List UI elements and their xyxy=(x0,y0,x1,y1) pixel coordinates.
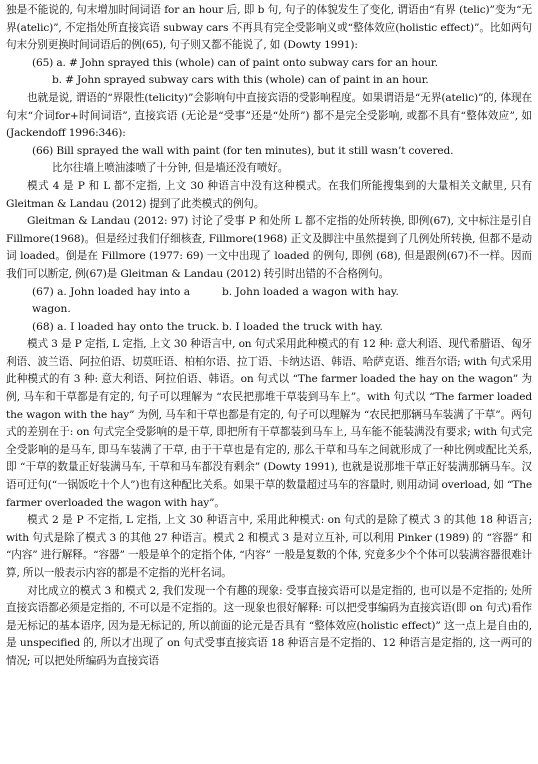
example-67b: b. John loaded a wagon with hay. xyxy=(222,285,399,298)
example-66: (66) Bill sprayed the wall with paint (for ten minutes), but it still wasn’t covered. xyxy=(32,144,454,157)
paragraph-6: 模式 2 是 P 不定指, L 定指, 上文 30 种语言中, 采用此种模式: on 句式的是除了模式 3 的其他 18 种语言; with 句式是除了模式 3 的其他 27 种语言。模式 2 和模式 3 是对立互补, 可以利用 Pinker (1989) 的 “容器” 和 “内容” 进行解释。“容器” 一般是单个的定指个体, “内容” 一般是复数的个体, 究竟多少个个体可以装满容器很难计算, 所以一般表示内容的都是不定指的光杆名词。 xyxy=(6,514,532,579)
paragraph-3: 模式 4 是 P 和 L 都不定指, 上文 30 种语言中没有这种模式。在我们所能搜集到的大量相关文献里, 只有 Gleitman & Landau (2012) 提到了此类模式的例句。 xyxy=(6,179,532,210)
example-66-chinese: 比尔往墙上喷油漆喷了十分钟, 但是墙还没有喷好。 xyxy=(52,162,289,175)
example-68a: (68) a. I loaded hay onto the truck. xyxy=(32,320,220,333)
paper-page xyxy=(6,2,532,671)
paragraph-7: 对比成立的模式 3 和模式 2, 我们发现一个有趣的现象: 受事直接宾语可以是定指的, 也可以是不定指的; 处所直接宾语都必须是定指的, 不可以是不定指的。这一现象也很好解释: 可以把受事编码为直接宾语(即 on 句式)看作是无标记的基本语序, 因为是无标记的, 所以前面的论元是否具有 “整体效应(holistic effect)” 这一点上是自由的, 是 unspecified 的, 所以才出现了 on 句式受事直接宾语 18 种语言是不定指的、12 种语言是定指的, 这一两可的情况; 可以把处所编码为直接宾语 xyxy=(6,584,532,667)
paragraph-1: 独是不能说的, 句末增加时间词语 for an hour 后, 即 b 句, 句子的体貌发生了变化, 谓语由“有界 (telic)”变为“无界(atelic)”, 不定指处所直接宾语 subway cars 不再具有完全受影响义或“整体效应(holistic effect)”。比如两句句末分别更换时间词语后的例(65), 句子则又都不能说了, 如 (Dowty 1991): xyxy=(6,4,532,52)
example-65b: b. # John sprayed subway cars with this (whole) can of paint in an hour. xyxy=(52,74,429,87)
example-68-row xyxy=(6,319,532,337)
paragraph-2: 也就是说, 谓语的“界限性(telicity)”会影响句中直接宾语的受影响程度。如果谓语是“无界(atelic)”的, 体现在句末“介词for+时间词语”, 直接宾语 (无论是“受事”还是“处所”) 都不是完全受影响, 或都不具有“整体效应”, 如(Jackendoff 1996:346): xyxy=(6,91,532,140)
example-65a: (65) a. # John sprayed this (whole) can of paint onto subway cars for an hour. xyxy=(32,56,438,69)
example-67a: (67) a. John loaded hay into a wagon. xyxy=(32,285,191,316)
example-67-row xyxy=(6,284,532,319)
example-68b: b. I loaded the truck with hay. xyxy=(222,320,383,333)
paragraph-4: Gleitman & Landau (2012: 97) 讨论了受事 P 和处所 L 都不定指的处所转换, 即例(67), 文中标注是引自 Fillmore(1968)。但是经过我们仔细核查, Fillmore(1968) 正文及脚注中虽然提到了几例处所转换, 但都不是动词 loaded。倒是在 Fillmore (1977: 69) 一文中出现了 loaded 的例句, 即例 (68), 但是跟例(67)不一样。因而我们可以断定, 例(67)是 Gleitman & Landau (2012) 转引时出错的不合格例句。 xyxy=(6,215,532,280)
paragraph-5: 模式 3 是 P 定指, L 定指, 上文 30 种语言中, on 句式采用此种模式的有 12 种: 意大利语、现代希腊语、匈牙利语、波兰语、阿拉伯语、切莫旺语、柏柏尔语、拉丁语、卡纳达语、韩语、哈萨克语、维吾尔语; with 句式采用此种模式的有 3 种: 意大利语、阿拉伯语、韩语。on 句式以 “The farmer loaded the hay on the wagon” 为例, 马车和干草都是有定的, 句子可以理解为 “农民把那堆干草装到马车上”。with 句式以 “The farmer loaded the wagon with the hay” 为例, 马车和干草也都是有定的, 句子可以理解为 “农民把那辆马车装满了干草”。两句式的差别在于: on 句式完全受影响的是干草, 即把所有干草都装到马车上, 马车能不能装满没有要求; with 句式完全受影响的是马车, 即马车装满了干草, 由于干草也是有定的, 那么干草和马车之间就形成了一种比例或配比关系, 即 “干草的数量正好装满马车, 干草和马车都没有剩余” (Dowty 1991), 也就是说那堆干草正好装满那辆马车。汉语可迂句(“一锅饭吃十个人”)也有这种配比关系。如果干草的数量超过马车的容量时, 则用动词 overload, 如 “The farmer overloaded the wagon with hay”。 xyxy=(6,338,532,509)
